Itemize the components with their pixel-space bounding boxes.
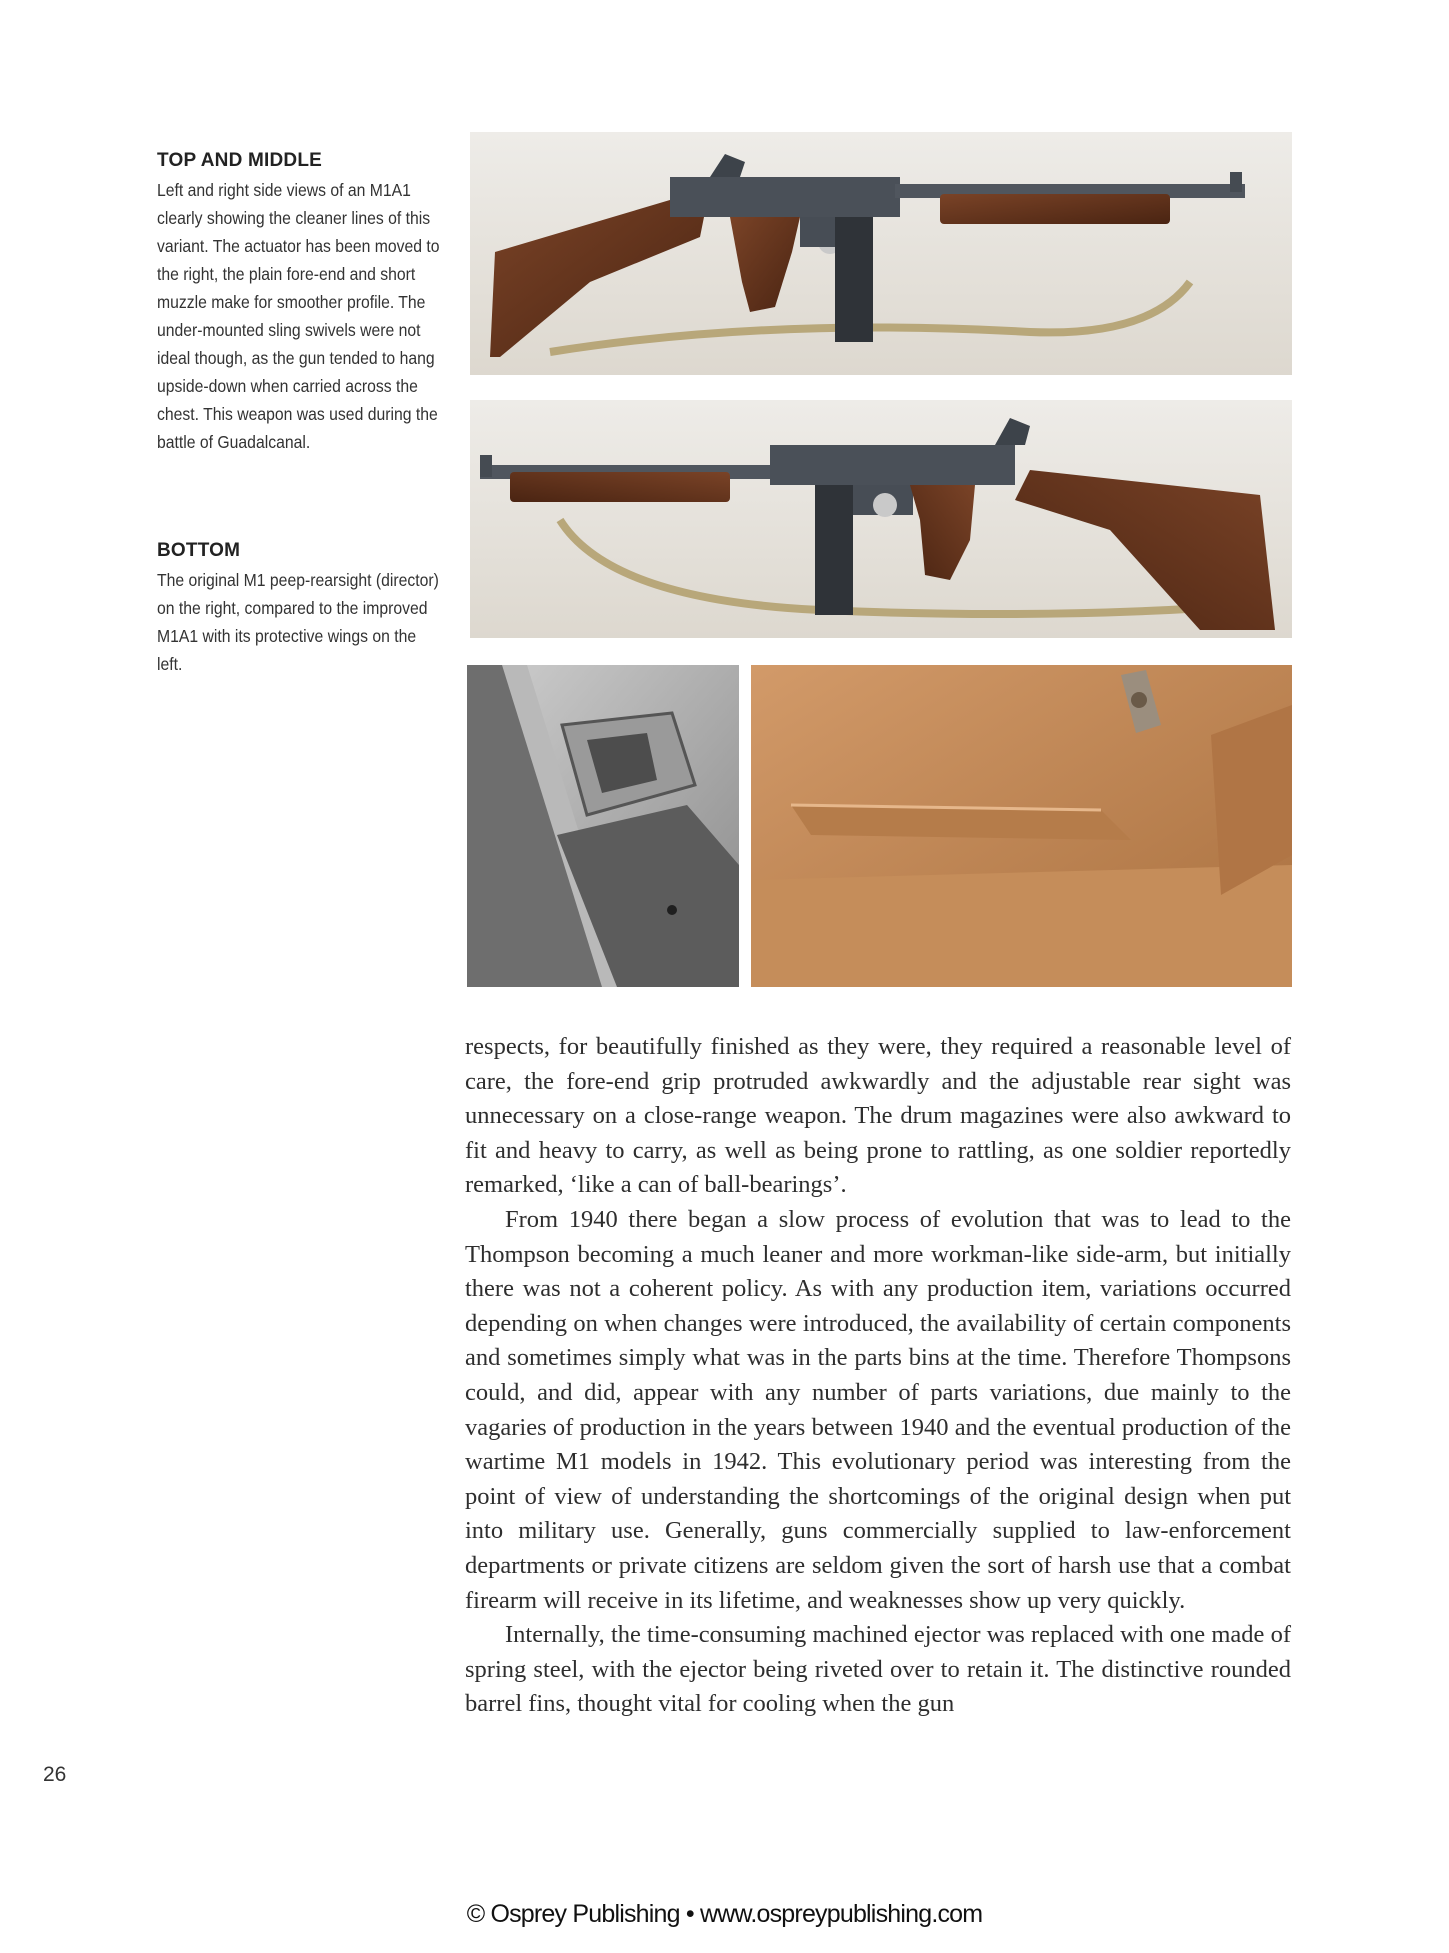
- photo-m1a1-left-side: [470, 132, 1292, 375]
- photo-m1a1-right-side: [470, 400, 1292, 638]
- caption-heading: BOTTOM: [157, 540, 241, 561]
- body-paragraph: Internally, the time-consuming machined ejector was replaced with one made of spring steel, with the ejector being riveted over to retain it. The distinctive rounded barrel fins, thought vital for cooling when the gun: [465, 1621, 1291, 1718]
- caption-heading: TOP AND MIDDLE: [157, 150, 323, 171]
- photo-m1-peep-sight: [751, 665, 1292, 987]
- photo-m1a1-rear-sight: [467, 665, 739, 987]
- caption-bottom: [157, 540, 447, 678]
- body-paragraph: respects, for beautifully finished as they were, they required a reasonable level of care, the fore-end grip protruded awkwardly and the adjustable rear sight was unnecessary on a close-range weapon. The drum magazines were also awkward to fit and heavy to carry, as well as being prone to rattling, as one soldier reportedly remarked, ‘like a can of ball-bearings’.: [465, 1033, 1291, 1199]
- caption-text: Left and right side views of an M1A1 clearly showing the cleaner lines of this variant. The actuator has been moved to the right, the plain fore-end and short muzzle make for smoother profile. The under-mounted sling swivels were not ideal though, as the gun tended to hang upside-down when carried across the chest. This weapon was used during the battle of Guadalcanal.: [157, 180, 440, 452]
- caption-top-middle: [157, 150, 447, 456]
- caption-text: The original M1 peep-rearsight (director) on the right, compared to the improved M1A1 with its protective wings on the left.: [157, 570, 439, 674]
- body-paragraph: From 1940 there began a slow process of evolution that was to lead to the Thompson becoming a much leaner and more workman-like side-arm, but initially there was not a coherent policy. As with any production item, variations occurred depending on when changes were introduced, the availability of certain components and sometimes simply what was in the parts bins at the time. Therefore Thompsons could, and did, appear with any number of parts variations, due mainly to the vagaries of production in the years between 1940 and the eventual production of the wartime M1 models in 1942. This evolutionary period was interesting from the point of view of understanding the shortcomings of the original design when put into military use. Generally, guns commercially supplied to law-enforcement departments or private citizens are seldom given the sort of harsh use that a combat firearm will receive in its lifetime, and weaknesses show up very quickly.: [465, 1205, 1291, 1614]
- copyright-footer: © Osprey Publishing • www.ospreypublishing.com: [466, 1900, 983, 1928]
- body-text: [465, 1030, 1291, 1722]
- page-number: 26: [43, 1763, 67, 1786]
